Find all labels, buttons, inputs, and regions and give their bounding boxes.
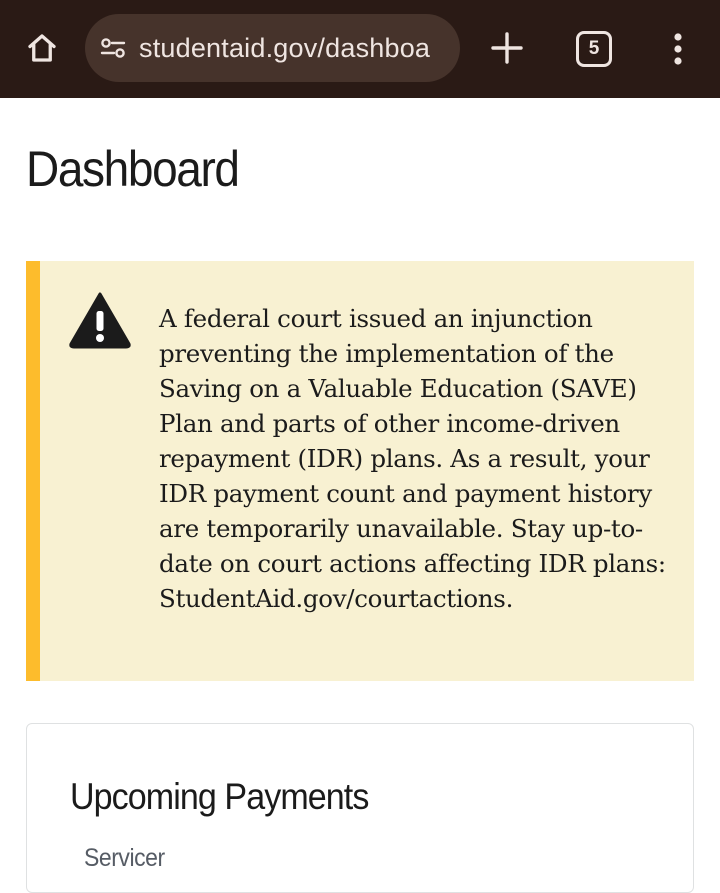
more-vert-icon (671, 32, 685, 66)
tab-switcher-button[interactable] (576, 31, 612, 67)
tune-icon (99, 34, 127, 62)
plus-icon (490, 31, 524, 65)
upcoming-payments-card (26, 723, 694, 893)
address-bar[interactable] (85, 14, 460, 82)
browser-toolbar (0, 0, 720, 98)
site-settings-button[interactable] (99, 34, 127, 62)
browser-menu-button[interactable] (660, 28, 696, 70)
warning-triangle-icon (68, 291, 132, 349)
new-tab-button[interactable] (486, 27, 528, 69)
home-icon (24, 30, 60, 66)
servicer-label: Servicer (84, 844, 165, 872)
url-text[interactable]: studentaid.gov/dashboa (139, 32, 431, 63)
tab-count: 5 (588, 38, 600, 59)
page-title: Dashboard (26, 141, 239, 197)
warning-alert (26, 261, 694, 681)
home-button[interactable] (20, 26, 64, 70)
alert-message: A federal court issued an injunction preventing the implementation of the Saving on a Valuable Education (SAVE) Plan and parts of other income-driven repayment (IDR) plans. As a result, your IDR payment count and payment history are temporarily unavailable. Stay up-to-date on court actions affecting IDR plans: StudentAid.gov/courtactions. (159, 304, 666, 613)
alert-accent-bar (26, 261, 40, 681)
upcoming-payments-title: Upcoming Payments (70, 776, 369, 817)
